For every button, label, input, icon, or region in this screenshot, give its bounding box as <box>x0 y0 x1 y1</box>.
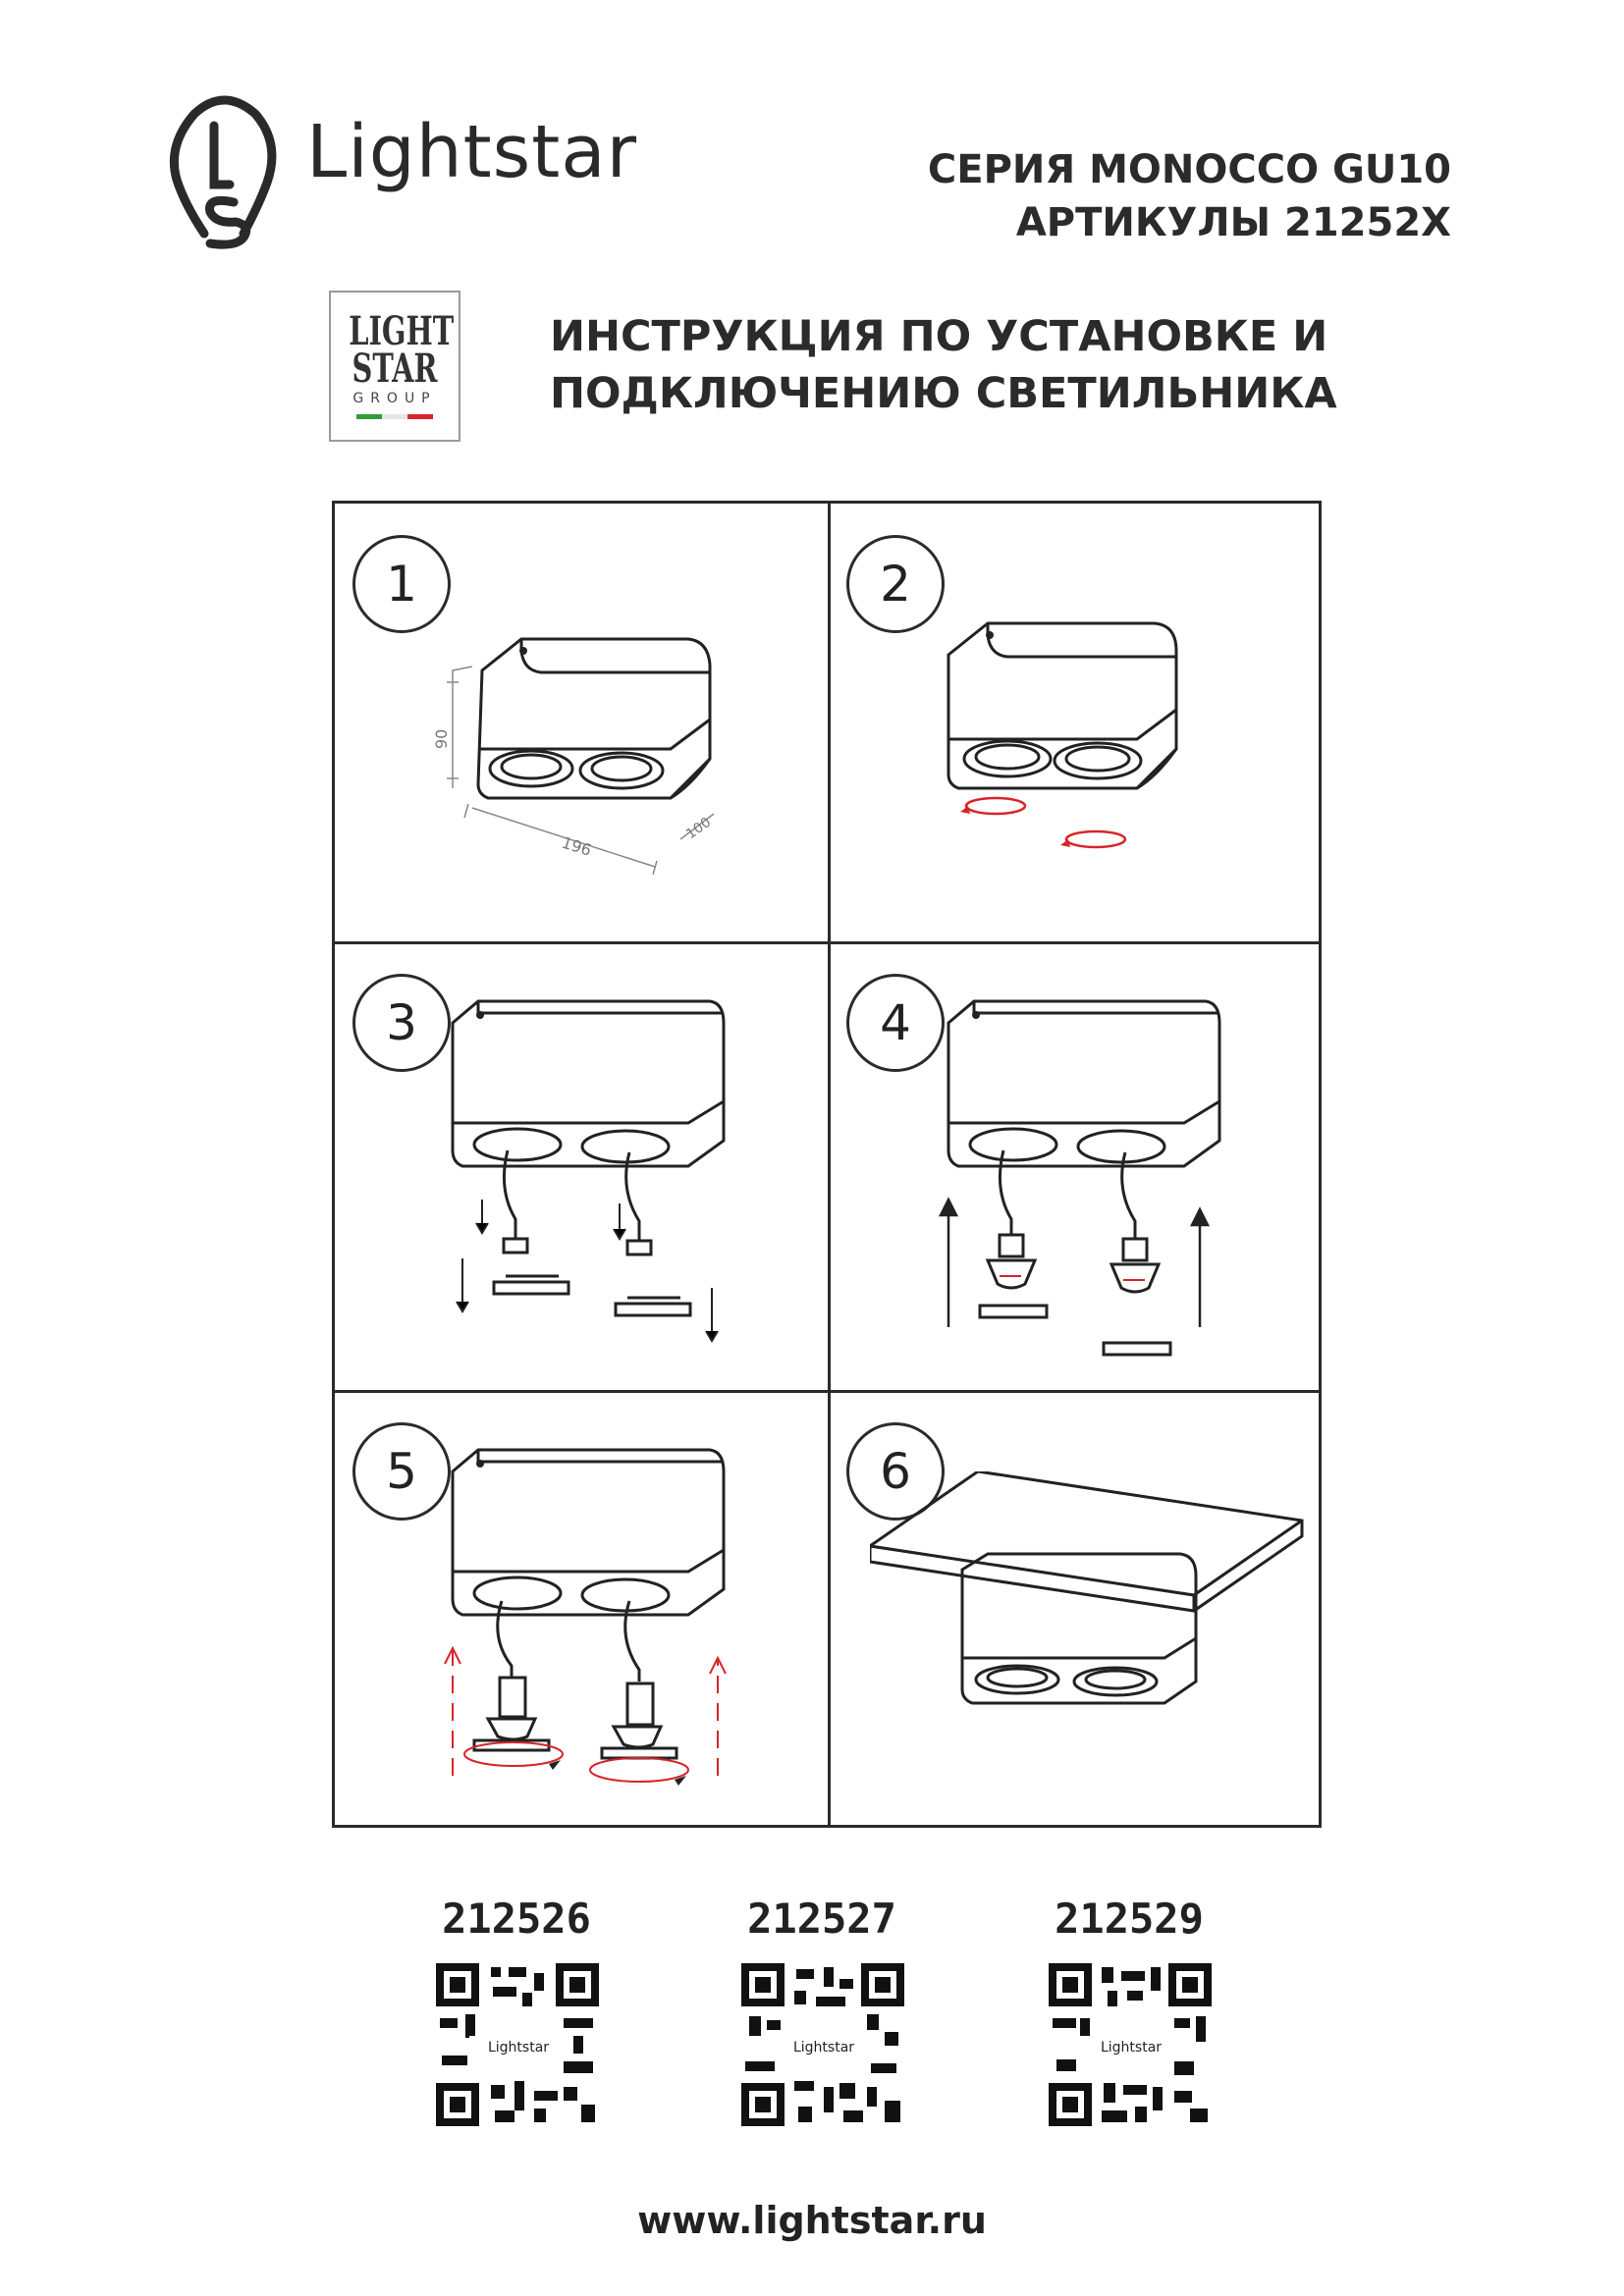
dimension-height: 90 <box>432 728 451 749</box>
mount-lamp-illustration <box>433 1442 786 1815</box>
step-5-panel <box>335 1393 828 1831</box>
step-1-panel <box>335 504 828 941</box>
brand-name: Lightstar <box>306 110 638 194</box>
step-3-panel <box>335 944 828 1390</box>
step-number: 1 <box>352 535 451 633</box>
step-number: 5 <box>352 1422 451 1521</box>
qr-brand-label: Lightstar <box>1100 2040 1163 2056</box>
step-number: 3 <box>352 974 451 1072</box>
dimension-width: 100 <box>683 814 715 843</box>
qr-brand-label: Lightstar <box>487 2040 550 2056</box>
ceiling-mounted-illustration <box>870 1471 1312 1746</box>
italian-flag-stripe <box>356 414 433 419</box>
step-6-panel <box>831 1393 1325 1831</box>
remove-lamp-illustration <box>433 993 786 1366</box>
step-number: 6 <box>846 1422 945 1521</box>
fixture-dimensions-illustration <box>413 612 786 926</box>
qr-code-2[interactable] <box>741 1963 904 2126</box>
insert-lamp-illustration <box>919 993 1272 1376</box>
website-link[interactable]: www.lightstar.ru <box>637 2199 987 2242</box>
article-code-3: 212529 <box>1055 1895 1204 1943</box>
group-badge <box>329 291 460 442</box>
document-title-line1: ИНСТРУКЦИЯ ПО УСТАНОВКЕ И <box>550 312 1328 361</box>
step-4-panel <box>831 944 1325 1390</box>
dimension-length: 196 <box>559 832 594 860</box>
qr-brand-label: Lightstar <box>792 2040 855 2056</box>
article-code-2: 212527 <box>747 1895 896 1943</box>
group-badge-line2: STAR <box>352 346 438 392</box>
article-line: АРТИКУЛЫ 21252X <box>1015 200 1451 245</box>
rotate-ring-illustration <box>919 612 1272 926</box>
series-line: СЕРИЯ MONOCCO GU10 <box>927 147 1451 192</box>
step-number: 4 <box>846 974 945 1072</box>
step-number: 2 <box>846 535 945 633</box>
group-badge-line3: GROUP <box>352 391 437 406</box>
step-2-panel <box>831 504 1325 941</box>
series-info <box>928 143 1451 249</box>
document-title <box>550 308 1337 422</box>
installation-steps-grid <box>332 501 1322 1828</box>
article-code-1: 212526 <box>442 1895 591 1943</box>
lightbulb-logo-icon <box>165 86 283 253</box>
group-badge-line1: LIGHT <box>349 308 455 354</box>
qr-code-1[interactable] <box>436 1963 599 2126</box>
document-title-line2: ПОДКЛЮЧЕНИЮ СВЕТИЛЬНИКА <box>550 369 1337 418</box>
qr-code-3[interactable] <box>1049 1963 1212 2126</box>
